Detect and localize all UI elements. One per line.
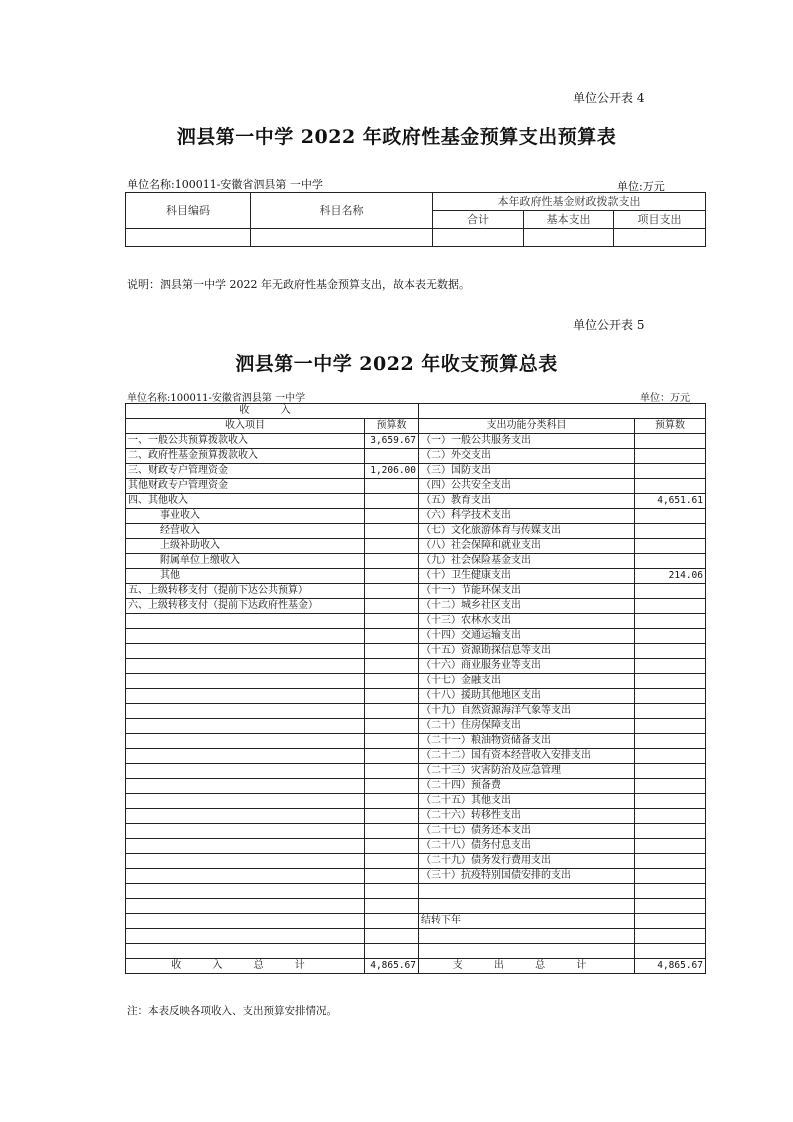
income-item — [126, 764, 365, 779]
table-row — [126, 914, 706, 929]
income-item: 上级补助收入 — [126, 539, 365, 554]
table-row — [126, 929, 706, 944]
expense-value — [635, 719, 706, 734]
table-row — [126, 644, 706, 659]
report5-label: 单位公开表 5 — [573, 318, 645, 332]
income-value: 1,206.00 — [365, 464, 419, 479]
income-item — [126, 929, 365, 944]
income-item — [126, 734, 365, 749]
expense-value — [635, 734, 706, 749]
expense-item: （二）外交支出 — [419, 449, 635, 464]
table-row — [126, 674, 706, 689]
expense-value — [635, 689, 706, 704]
income-item: 事业收入 — [126, 509, 365, 524]
income-value — [365, 494, 419, 509]
expense-value — [635, 944, 706, 959]
income-item — [126, 779, 365, 794]
expense-value — [635, 839, 706, 854]
expense-item: （五）教育支出 — [419, 494, 635, 509]
expense-item: （十四）交通运输支出 — [419, 629, 635, 644]
total-expense-value: 4,865.67 — [635, 959, 706, 974]
income-value — [365, 524, 419, 539]
expense-value — [635, 704, 706, 719]
expense-value — [635, 929, 706, 944]
expense-item: （二十五）其他支出 — [419, 794, 635, 809]
expense-item: （二十）住房保障支出 — [419, 719, 635, 734]
table-row — [126, 689, 706, 704]
expense-item: （八）社会保障和就业支出 — [419, 539, 635, 554]
income-value — [365, 689, 419, 704]
table-row — [126, 449, 706, 464]
income-value — [365, 929, 419, 944]
expense-value — [635, 509, 706, 524]
income-item — [126, 884, 365, 899]
table-row — [126, 434, 706, 449]
expense-value — [635, 674, 706, 689]
table-row — [126, 779, 706, 794]
income-value — [365, 644, 419, 659]
table-row — [126, 809, 706, 824]
expense-value — [635, 554, 706, 569]
expense-item — [419, 944, 635, 959]
expense-item: （十）卫生健康支出 — [419, 569, 635, 584]
header-total: 合计 — [433, 211, 524, 229]
income-item — [126, 749, 365, 764]
income-item: 其他 — [126, 569, 365, 584]
expense-value — [635, 884, 706, 899]
expense-item — [419, 899, 635, 914]
income-value — [365, 659, 419, 674]
table-row — [126, 824, 706, 839]
report4-table — [125, 192, 706, 247]
table-row — [126, 494, 706, 509]
expense-value — [635, 449, 706, 464]
table-row — [126, 764, 706, 779]
report4-unit: 单位:万元 — [617, 180, 665, 193]
total-income-value: 4,865.67 — [365, 959, 419, 974]
col-budget2: 预算数 — [635, 419, 706, 434]
table-row — [126, 749, 706, 764]
expense-value — [635, 899, 706, 914]
income-value — [365, 674, 419, 689]
expense-item: （二十六）转移性支出 — [419, 809, 635, 824]
income-item — [126, 704, 365, 719]
income-item: 三、财政专户管理资金 — [126, 464, 365, 479]
income-item: 一、一般公共预算拨款收入 — [126, 434, 365, 449]
report4-empty-row — [126, 229, 706, 247]
expense-item: （十八）援助其他地区支出 — [419, 689, 635, 704]
expense-item — [419, 929, 635, 944]
report5-title: 泗县第一中学 2022 年收支预算总表 — [235, 353, 558, 375]
expense-value — [635, 599, 706, 614]
expense-item: （二十九）债务发行费用支出 — [419, 854, 635, 869]
table-row — [126, 629, 706, 644]
expense-item: （七）文化旅游体育与传媒支出 — [419, 524, 635, 539]
income-value — [365, 719, 419, 734]
table-row — [126, 539, 706, 554]
income-item — [126, 869, 365, 884]
income-value — [365, 809, 419, 824]
income-value — [365, 629, 419, 644]
income-value — [365, 479, 419, 494]
expense-value — [635, 914, 706, 929]
report5-table — [125, 403, 706, 974]
report4-header-row — [126, 193, 706, 211]
expense-value — [635, 629, 706, 644]
expense-value — [635, 434, 706, 449]
col-income-item: 收入项目 — [126, 419, 365, 434]
table-row — [126, 719, 706, 734]
table-row — [126, 734, 706, 749]
expense-item: （十三）农林水支出 — [419, 614, 635, 629]
expense-item: （十一）节能环保支出 — [419, 584, 635, 599]
table-row — [126, 854, 706, 869]
income-item: 四、其他收入 — [126, 494, 365, 509]
table-row — [126, 614, 706, 629]
expense-item: （二十一）粮油物资储备支出 — [419, 734, 635, 749]
income-value — [365, 854, 419, 869]
expense-item: （一）一般公共服务支出 — [419, 434, 635, 449]
header-project: 项目支出 — [614, 211, 706, 229]
income-item — [126, 689, 365, 704]
income-item — [126, 794, 365, 809]
expense-item: （二十七）债务还本支出 — [419, 824, 635, 839]
income-item: 六、上级转移支付（提前下达政府性基金） — [126, 599, 365, 614]
income-item — [126, 629, 365, 644]
report5-unit: 单位：万元 — [640, 393, 690, 404]
table-row — [126, 464, 706, 479]
header-name: 科目名称 — [251, 193, 433, 229]
income-value — [365, 509, 419, 524]
income-item — [126, 854, 365, 869]
expense-value — [635, 524, 706, 539]
income-value — [365, 869, 419, 884]
income-item — [126, 944, 365, 959]
col-budget: 预算数 — [365, 419, 419, 434]
income-value — [365, 749, 419, 764]
report4-note: 说明：泗县第一中学 2022 年无政府性基金预算支出，故本表无数据。 — [127, 278, 470, 291]
expense-item: （十九）自然资源海洋气象等支出 — [419, 704, 635, 719]
income-value — [365, 539, 419, 554]
income-value — [365, 779, 419, 794]
expense-value — [635, 614, 706, 629]
table-row — [126, 944, 706, 959]
expense-value — [635, 854, 706, 869]
income-value — [365, 449, 419, 464]
income-item — [126, 914, 365, 929]
report4-unit-name: 单位名称:100011-安徽省泗县第 一中学 — [127, 178, 323, 191]
expense-value — [635, 584, 706, 599]
expense-value — [635, 824, 706, 839]
col-expense-item: 支出功能分类科目 — [419, 419, 635, 434]
expense-item — [419, 884, 635, 899]
expense-item: （九）社会保险基金支出 — [419, 554, 635, 569]
table-row — [126, 839, 706, 854]
header-group: 本年政府性基金财政拨款支出 — [433, 193, 706, 211]
income-item: 其他财政专户管理资金 — [126, 479, 365, 494]
report4-title: 泗县第一中学 2022 年政府性基金预算支出预算表 — [176, 126, 617, 148]
income-value — [365, 839, 419, 854]
expense-item: （二十四）预备费 — [419, 779, 635, 794]
expense-item: （三十）抗疫特别国债安排的支出 — [419, 869, 635, 884]
income-group-header: 收 入 — [126, 404, 419, 419]
expense-item: （十二）城乡社区支出 — [419, 599, 635, 614]
income-value — [365, 914, 419, 929]
expense-item: （三）国防支出 — [419, 464, 635, 479]
income-value — [365, 899, 419, 914]
income-item — [126, 614, 365, 629]
expense-value — [635, 764, 706, 779]
expense-value — [635, 464, 706, 479]
income-value — [365, 884, 419, 899]
income-item — [126, 824, 365, 839]
income-item — [126, 839, 365, 854]
income-item — [126, 644, 365, 659]
income-value — [365, 554, 419, 569]
expense-value — [635, 659, 706, 674]
table-row — [126, 569, 706, 584]
expense-value: 4,651.61 — [635, 494, 706, 509]
table-row — [126, 479, 706, 494]
expense-item: （二十二）国有资本经营收入安排支出 — [419, 749, 635, 764]
total-expense-label: 支 出 总 计 — [419, 959, 635, 974]
expense-value — [635, 539, 706, 554]
header-code: 科目编码 — [126, 193, 251, 229]
header-basic: 基本支出 — [524, 211, 614, 229]
table-row — [126, 524, 706, 539]
report5-note: 注：本表反映各项收入、支出预算安排情况。 — [127, 1005, 337, 1017]
table-row — [126, 584, 706, 599]
income-item — [126, 719, 365, 734]
expense-value — [635, 779, 706, 794]
total-income-label: 收 入 总 计 — [126, 959, 365, 974]
table-row — [126, 509, 706, 524]
income-value — [365, 944, 419, 959]
report4-label: 单位公开表 4 — [573, 91, 645, 105]
income-item — [126, 659, 365, 674]
report5-header-row — [126, 419, 706, 434]
table-row — [126, 884, 706, 899]
income-item — [126, 809, 365, 824]
income-value — [365, 764, 419, 779]
income-item — [126, 899, 365, 914]
income-item: 经营收入 — [126, 524, 365, 539]
expense-item: （二十八）债务付息支出 — [419, 839, 635, 854]
expense-item: （十五）资源勘探信息等支出 — [419, 644, 635, 659]
report5-unit-name: 单位名称:100011-安徽省泗县第 一中学 — [127, 393, 306, 404]
table-row — [126, 554, 706, 569]
income-value — [365, 704, 419, 719]
table-row — [126, 794, 706, 809]
total-row — [126, 959, 706, 974]
expense-value — [635, 749, 706, 764]
income-item: 附属单位上缴收入 — [126, 554, 365, 569]
expense-item: （十七）金融支出 — [419, 674, 635, 689]
income-item: 二、政府性基金预算拨款收入 — [126, 449, 365, 464]
income-value — [365, 614, 419, 629]
income-value — [365, 584, 419, 599]
expense-value — [635, 479, 706, 494]
expense-item: （十六）商业服务业等支出 — [419, 659, 635, 674]
expense-value — [635, 809, 706, 824]
table-row — [126, 659, 706, 674]
income-item: 五、上级转移支付（提前下达公共预算） — [126, 584, 365, 599]
income-value — [365, 599, 419, 614]
expense-item: 结转下年 — [419, 914, 635, 929]
report5-group-row — [126, 404, 706, 419]
income-value — [365, 734, 419, 749]
income-value: 3,659.67 — [365, 434, 419, 449]
table-row — [126, 599, 706, 614]
income-value — [365, 569, 419, 584]
expense-item: （二十三）灾害防治及应急管理 — [419, 764, 635, 779]
income-value — [365, 794, 419, 809]
table-row — [126, 899, 706, 914]
expense-value — [635, 869, 706, 884]
expense-value — [635, 794, 706, 809]
expense-value: 214.06 — [635, 569, 706, 584]
expense-value — [635, 644, 706, 659]
expense-item: （六）科学技术支出 — [419, 509, 635, 524]
table-row — [126, 704, 706, 719]
income-value — [365, 824, 419, 839]
expense-item: （四）公共安全支出 — [419, 479, 635, 494]
table-row — [126, 869, 706, 884]
income-item — [126, 674, 365, 689]
